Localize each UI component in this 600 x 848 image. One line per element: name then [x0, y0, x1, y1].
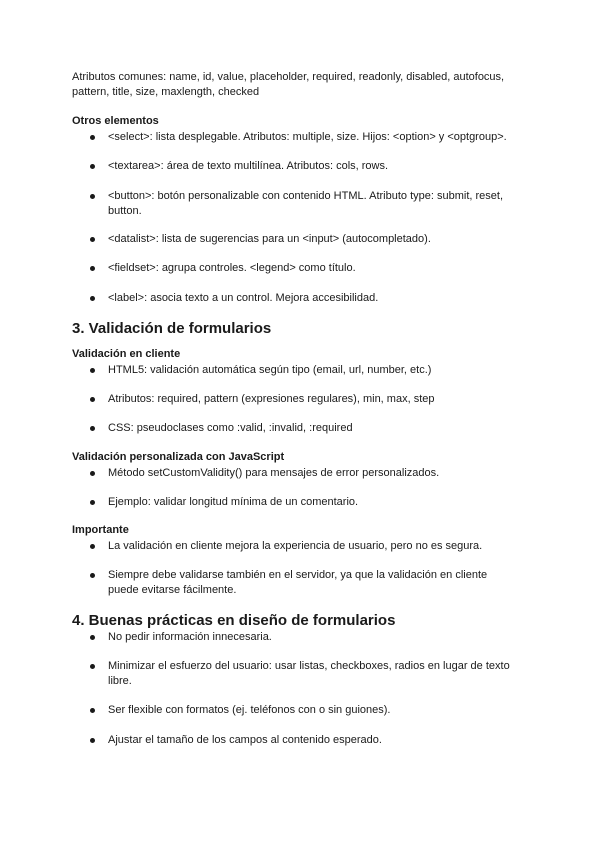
list-item: Siempre debe validarse también en el servidor, ya que la validación en cliente puede evitarse fácilmente.: [108, 569, 488, 596]
bullet-icon: [90, 500, 95, 505]
bullet-icon: [90, 471, 95, 476]
bullet-icon: [90, 194, 95, 199]
list-item: <datalist>: lista de sugerencias para un <input> (autocompletado).: [108, 233, 431, 245]
list-item: <label>: asocia texto a un control. Mejora accesibilidad.: [108, 292, 379, 304]
bullet-icon: [90, 135, 95, 140]
list-item: Atributos: required, pattern (expresiones regulares), min, max, step: [108, 393, 435, 405]
validacion-js-heading: Validación personalizada con JavaScript: [72, 451, 285, 463]
list-item: <select>: lista desplegable. Atributos: multiple, size. Hijos: <option> y <optgroup>.: [108, 131, 507, 143]
bullet-icon: [90, 164, 95, 169]
intro-paragraph: Atributos comunes: name, id, value, placeholder, required, readonly, disabled, autofocus, pattern, title, size, maxlength, checked: [72, 71, 505, 98]
list-item: CSS: pseudoclases como :valid, :invalid, :required: [108, 422, 353, 434]
section-3-title: 3. Validación de formularios: [72, 320, 272, 337]
section-4-title: 4. Buenas prácticas en diseño de formularios: [72, 612, 396, 629]
list-item: La validación en cliente mejora la experiencia de usuario, pero no es segura.: [108, 540, 483, 552]
bullet-icon: [90, 266, 95, 271]
list-item: <textarea>: área de texto multilínea. Atributos: cols, rows.: [108, 160, 389, 172]
bullet-icon: [90, 296, 95, 301]
list-item: <fieldset>: agrupa controles. <legend> como título.: [108, 262, 356, 274]
validacion-cliente-heading: Validación en cliente: [72, 348, 181, 360]
bullet-icon: [90, 397, 95, 402]
list-item: <button>: botón personalizable con contenido HTML. Atributo type: submit, reset, button.: [108, 190, 504, 217]
bullet-icon: [90, 664, 95, 669]
list-item: Minimizar el esfuerzo del usuario: usar listas, checkboxes, radios en lugar de texto libre.: [108, 660, 510, 687]
list-item: No pedir información innecesaria.: [108, 631, 272, 643]
bullet-icon: [90, 635, 95, 640]
bullet-icon: [90, 573, 95, 578]
bullet-icon: [90, 544, 95, 549]
list-item: Ser flexible con formatos (ej. teléfonos con o sin guiones).: [108, 704, 391, 716]
bullet-icon: [90, 426, 95, 431]
list-item: Método setCustomValidity() para mensajes de error personalizados.: [108, 467, 440, 479]
list-item: Ajustar el tamaño de los campos al contenido esperado.: [108, 734, 382, 746]
bullet-icon: [90, 738, 95, 743]
importante-heading: Importante: [72, 524, 129, 536]
bullet-icon: [90, 708, 95, 713]
list-item: HTML5: validación automática según tipo (email, url, number, etc.): [108, 364, 432, 376]
list-item: Ejemplo: validar longitud mínima de un comentario.: [108, 496, 359, 508]
bullet-icon: [90, 368, 95, 373]
bullet-icon: [90, 237, 95, 242]
otros-elementos-heading: Otros elementos: [72, 115, 159, 127]
